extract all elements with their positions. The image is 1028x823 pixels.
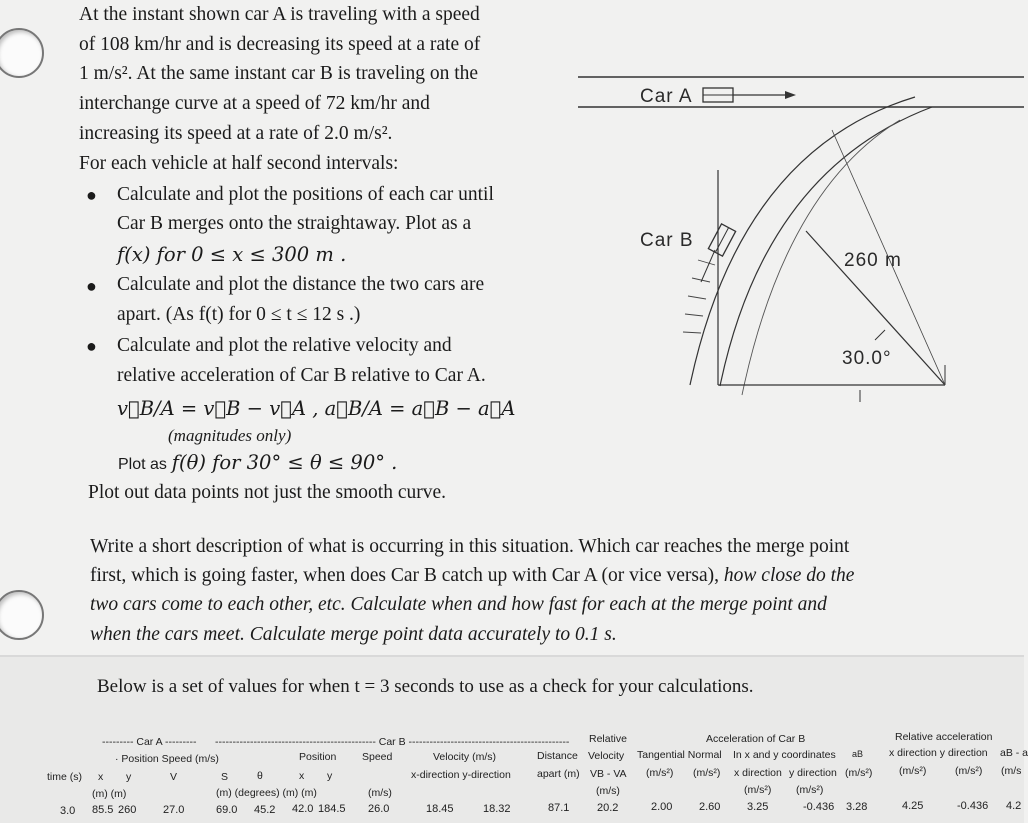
intro-line-4: interchange curve at a speed of 72 km/hr and [79,93,430,114]
header-position-speed: · Position Speed (m/s) [115,753,219,765]
header-b-x: x [299,770,305,782]
cell-a-y: 260 [118,804,137,816]
header-xy-coords: In x and y coordinates [733,749,836,761]
cell-time: 3.0 [60,805,76,817]
interchange-drawing [570,50,1024,430]
bullet-2-marker: ● [86,276,97,296]
header-norm-units: (m/s²) [693,767,721,779]
plot-as-function: f(θ) for 30° ≤ θ ≤ 90° . [171,451,398,474]
cell-b-v: 26.0 [368,803,390,815]
bullet-3-line-2: relative acceleration of Car B relative to Car A. [117,365,486,386]
binder-hole-bottom [0,590,44,640]
cell-vx: 18.45 [426,803,454,815]
header-relative: Relative [589,733,627,745]
car-a-label: Car A [640,86,693,107]
check-values-section [0,657,1028,823]
bullet-1-line-2: Car B merges onto the straightaway. Plot as a [117,213,472,234]
cell-at: 2.00 [651,801,673,813]
bullet-3-marker: ● [86,336,97,356]
header-ab: aB [852,749,864,759]
header-xdir: x direction [734,767,782,779]
header-rel-y-units: (m/s²) [955,765,983,777]
header-speed: Speed [362,751,393,763]
bullet-1-marker: ● [86,185,97,205]
header-car-b: ---------------------------------------------- Car B ---------------------------------------------- [215,736,570,748]
header-ax-units: (m/s²) [744,784,772,796]
angle-label: 30.0° [842,348,892,369]
binder-hole-top [0,28,44,78]
intro-line-1: At the instant shown car A is traveling with a speed [79,4,480,25]
cell-a-x: 85.5 [92,804,114,816]
relative-equations: v⃗B/A = v⃗B − v⃗A , a⃗B/A = a⃗B − a⃗A [117,397,516,420]
header-a-x: x [98,771,104,783]
cell-ab-y: -0.436 [803,801,835,813]
header-accel-b: Acceleration of Car B [706,733,806,745]
cell-vrel: 20.2 [597,802,619,814]
description-line-2-italic: how close do the [723,565,855,586]
bullet-1-line-1: Calculate and plot the positions of each car until [117,184,494,205]
header-position: Position [299,751,337,763]
header-a-v: V [170,771,178,783]
header-rel-dirs: x direction y direction [889,747,988,759]
header-rel-ab: aB - a [1000,747,1028,759]
header-rel-x-units: (m/s²) [899,765,927,777]
header-ab-units: (m/s²) [845,767,873,779]
intro-line-2: of 108 km/hr and is decreasing its speed at a rate of [79,34,481,55]
header-b-y: y [327,770,333,782]
intro-line-5: increasing its speed at a rate of 2.0 m/s². [79,123,393,144]
description-line-3: two cars come to each other, etc. Calculate when and how fast for each at the merge point and [90,594,827,615]
cell-s: 69.0 [216,804,238,816]
magnitudes-note: (magnitudes only) [168,426,292,445]
cell-vy: 18.32 [483,803,511,815]
header-distance: Distance [537,750,578,762]
cell-b-y: 184.5 [318,803,346,815]
car-b-label: Car B [640,230,694,251]
bullet-2-line-1: Calculate and plot the distance the two cars are [117,274,485,295]
intro-line-3: 1 m/s². At the same instant car B is traveling on the [79,63,479,84]
header-velocity: Velocity (m/s) [433,751,497,763]
description-line-2 [90,565,854,587]
cell-rel-x: 4.25 [902,800,924,812]
cell-distance: 87.1 [548,802,570,814]
header-rel-last-units: (m/s [1001,765,1022,777]
cell-rel-y: -0.436 [957,800,989,812]
cell-ab: 3.28 [846,801,868,813]
cell-a-v: 27.0 [163,804,185,816]
radius-label: 260 m [844,250,902,271]
plot-as-prefix: Plot as [118,456,167,473]
header-vrel-units: (m/s) [596,785,620,797]
bullet-3-line-1: Calculate and plot the relative velocity and [117,335,452,356]
header-a-y: y [126,771,132,783]
description-line-2-normal: first, which is going faster, when does Car B catch up with Car A (or vice versa), [90,565,720,586]
check-values-intro: Below is a set of values for when t = 3 seconds to use as a check for your calculations. [97,676,754,697]
header-speed-units: (m/s) [368,787,392,799]
header-vel-dirs: x-direction y-direction [411,769,511,781]
cell-an: 2.60 [699,801,721,813]
header-rel-accel: Relative acceleration [895,731,993,743]
description-line-1: Write a short description of what is occurring in this situation. Which car reaches the merge point [90,536,850,557]
header-s: S [221,771,229,783]
cell-b-x: 42.0 [292,803,314,815]
header-theta: θ [257,770,263,782]
header-tang-normal: Tangential Normal [637,749,722,761]
header-a-units: (m) (m) [92,788,127,800]
header-velocity-rel: Velocity [588,750,625,762]
header-apart: apart (m) [537,768,580,780]
header-time: time (s) [47,771,82,783]
description-line-4: when the cars meet. Calculate merge point data accurately to 0.1 s. [90,624,617,645]
cell-rel-last: 4.2 [1006,800,1022,812]
header-b-units: (m) (degrees) (m) (m) [216,787,317,799]
bullet-1-line-3: f(x) for 0 ≤ x ≤ 300 m . [117,243,347,266]
header-ay-units: (m/s²) [796,784,824,796]
header-ydir: y direction [789,767,837,779]
cell-theta: 45.2 [254,804,276,816]
header-car-a: --------- Car A --------- [102,736,197,748]
header-vb-va: VB - VA [590,768,627,780]
cell-ab-x: 3.25 [747,801,769,813]
intro-line-6: For each vehicle at half second intervals: [79,153,399,174]
bullet-2-line-2: apart. (As f(t) for 0 ≤ t ≤ 12 s .) [117,304,361,325]
header-tang-units: (m/s²) [646,767,674,779]
interchange-diagram [570,50,1024,430]
plot-as-line [118,451,397,475]
data-points-note: Plot out data points not just the smooth curve. [88,482,447,503]
